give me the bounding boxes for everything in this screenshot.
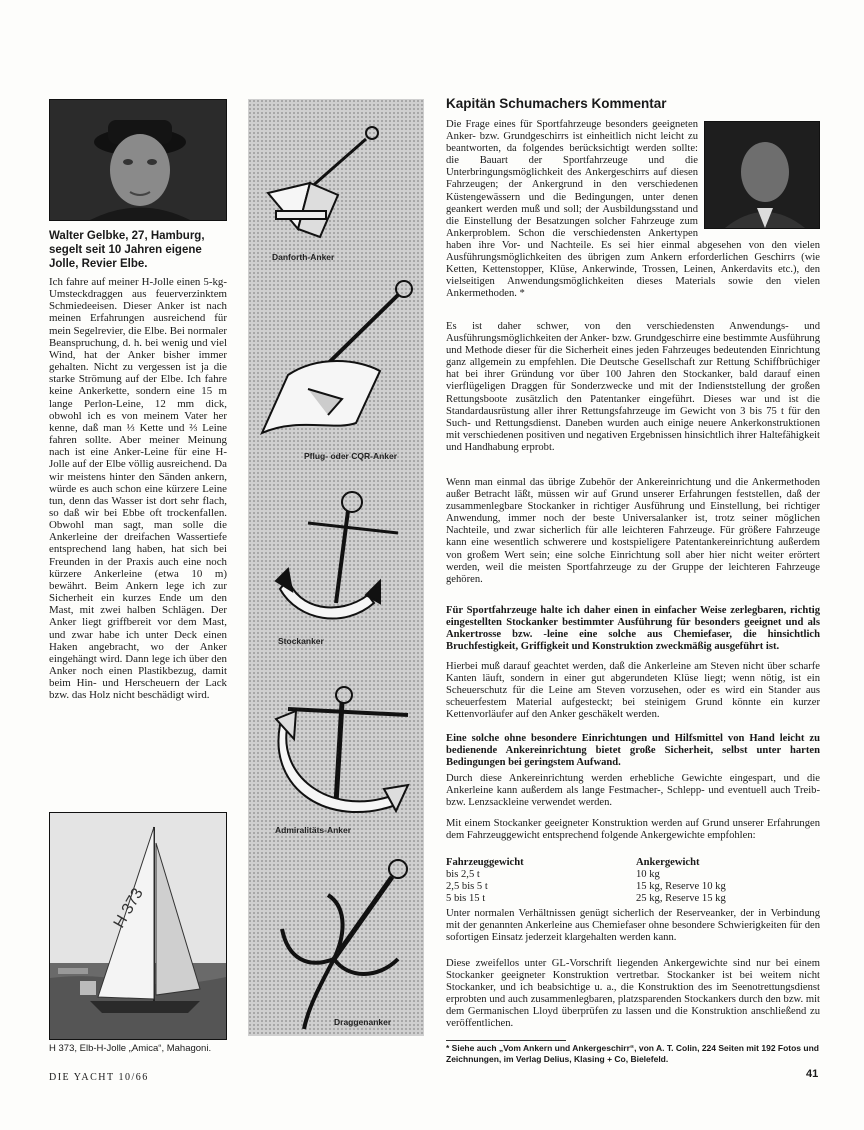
paragraph-7: Durch diese Ankereinrichtung werden erhebliche Gewichte eingespart, und die Ankerleine kann außerdem als lange Festmacher-, Schlepp- und eventuell auch Treib- bzw. Lenzsackleine verwendet werden. — [446, 773, 820, 809]
boat-caption: H 373, Elb-H-Jolle „Amica“, Mahagoni. — [49, 1043, 212, 1054]
paragraph-4-bold: Für Sportfahrzeuge halte ich daher einen in einfacher Weise zerlegbaren, richtig eingestellten Stockanker bestimmter Ausführung für besonders geeignet und als Ankertrosse bzw. -leine eine solche aus Chemiefaser, die hinsichtlich Bruchfestigkeit, Griffigkeit und Konstruktion zweckmäßig ausgeführt ist. — [446, 605, 820, 653]
table-cell: 10 kg — [636, 869, 660, 880]
paragraph-10: Diese zweifellos unter GL-Vorschrift liegenden Ankergewichte sind nur bei einem Stockanker geeigneter Konstruktion vertretbar. Stockanker ist bei weitem nicht Stockanker, und ich beabsichtige u. a., die Konstruktion des im Seenotrettungsdienst erprobten und auch zusammenlegbaren, platzsparenden Stockankers durch den bzw. mit dem Germanischen Lloyd überprüfen zu lassen und die Konstruktion anschließend zu veröffentlichen. — [446, 958, 820, 1030]
admiralty-anchor-icon — [276, 687, 408, 812]
article-title: Kapitän Schumachers Kommentar — [446, 96, 667, 111]
plow-anchor-icon — [262, 281, 412, 433]
paragraph-1-text: Die Frage eines für Sportfahrzeuge besonders geeigneten Anker- bzw. Grundgeschirrs ist einheitlich nicht leicht zu beantworten, da folgendes berücksichtigt werden sollte: die Bauart der Sportfahrzeuge und die Unterbringungsmöglichkeit des Ankergeschirrs auf diesen Fahrzeugen; der Ankergrund in den verschiedenen Küstengewässern und die Bedingungen, unter denen geankert werden muß und soll; der Ausbildungsstand und die Einstellung der Besatzungen solcher Fahrzeuge zum Ankerproblem. Schon die verschiedensten Ankertypen haben ihre Vor- und Nachteile. Es sei hier einmal abgesehen von den vielen Ausführungsmöglichkeiten des übrigen zum Ankern erforderlichen Geschirrs (wie Ketten, Kettenstopper, Klüse, Ankerwinde, Trossen, Leinen, Ankerdavits etc.), den vielseitigen Anwendungsmöglichkeiten dieses Materials sowie den vielen Ankermethoden. * — [446, 119, 820, 300]
footnote: * Siehe auch „Vom Ankern und Ankergeschirr“, von A. T. Colin, 224 Seiten mit 192 Fotos und Zeichnungen, im Verlag Delius, Klasing + Co, Bielefeld. — [446, 1043, 819, 1064]
table-cell: 2,5 bis 5 t — [446, 881, 488, 892]
reader-statement: Ich fahre auf meiner H-Jolle einen 5-kg-Umsteckdraggen aus feuerverzinktem Schmiedeeisen. Dieser Anker ist nach meinen Erfahrungen ausreichend für mein Segelrevier, die Elbe. Bei normaler Beanspruchung, d. h. bei wenig und viel Wind, hat der Anker bisher immer gehalten. Nicht zu vergessen ist ja die starke Strömung auf der Elbe. Ich fahre keine Ankerkette, sondern eine 15 m lange Perlon-Leine, 12 mm dick, obwohl ich es von meinem Vater her kenne, daß man ⅓ Kette und ⅔ Leine fahren sollte. Aber meiner Meinung nach ist eine Anker-Leine für eine H-Jolle auf der Elbe völlig ausreichend. Da wir meistens hinter den Sänden ankern, würde es auch schon eine kürzere Leine tun, denn das Wasser ist dort sehr flach, so daß wir bei Ebbe oft trockenfallen. Obwohl man sagt, man solle die Ankerleine der dreifachen Wassertiefe entsprechend lang haben, hat sich bei Freunden in der Praxis auch eine noch kürzere Ankerleine (etwa 10 m) bewährt. Beim Ankern lege ich zur Sicherheit ein kurzes Ende um den Mast, mit zwei halben Schlägen. Der Anker liegt griffbereit vor dem Mast, und zwar habe ich unter Deck einen Haken angebracht, wo der Anker eingehängt wird. Dann lege ich über den Anker noch einen Plastikbezug, damit beim Hin- und Herscheuern der Lack bzw. das Holz nicht beschädigt wird. — [49, 276, 227, 702]
portrait-photo — [49, 99, 227, 221]
photo-float-space — [698, 119, 820, 229]
table-row — [446, 893, 820, 905]
page-number: 41 — [806, 1068, 819, 1080]
stock-anchor-label: Stockanker — [278, 636, 324, 646]
stock-anchor-icon — [276, 492, 398, 619]
table-cell: 25 kg, Reserve 15 kg — [636, 893, 726, 904]
anchor-drawings — [248, 99, 424, 1036]
paragraph-6-bold: Eine solche ohne besondere Einrichtungen und Hilfsmittel von Hand leicht zu bedienende Ankereinrichtung bietet große Sicherheit, selbst unter harten Bedingungen bei geringstem Aufwand. — [446, 733, 820, 769]
portrait-caption: Walter Gelbke, 27, Hamburg, segelt seit 10 Jahren eigene Jolle, Revier Elbe. — [49, 230, 205, 270]
paragraph-8: Mit einem Stockanker geeigneter Konstruktion werden auf Grund unserer Erfahrungen dem Fahrzeuggewicht entsprechend folgende Ankergewichte empfohlen: — [446, 818, 820, 842]
admiralty-anchor-label: Admiralitäts-Anker — [275, 825, 352, 835]
table-cell: bis 2,5 t — [446, 869, 480, 880]
sail-number: H 373 — [110, 885, 147, 931]
table-row — [446, 869, 820, 881]
grapnel-anchor-label: Draggenanker — [334, 1017, 392, 1027]
table-row — [446, 881, 820, 893]
table-cell: 5 bis 15 t — [446, 893, 486, 904]
paragraph-2: Es ist daher schwer, von den verschiedensten Anwendungs- und Ausführungsmöglichkeiten der Anker- bzw. Grundgeschirre eine bestimmte Ausführung und Methode dieser für die Sicherheit eines jeden Fahrzeuges bedeutenden Einrichtung ganz allgemein zu empfehlen. Die Deutsche Gesellschaft zur Rettung Schiffbrüchiger hat bei ihrer Gründung vor über 100 Jahren den Stockanker, bald darauf einen vierflügeligen Draggen für Sonderzwecke und mit der Indienststellung der großen Rettungsboote zusätzlich den Patentanker eingeführt. Dieses war und ist die Standardausrüstung aller ihrer Rettungsfahrzeuge im Gewicht von 3 bis 75 t für den Such- und Rettungsdienst. Daneben wurden auch einige neuere Ankerkonstruktionen mit verschiedenen positiven und negativen Ergebnissen hinsichtlich ihrer Haltefähigkeit und Handhabung erprobt. — [446, 321, 820, 453]
sailboat-illustration — [50, 813, 226, 1039]
paragraph-3: Wenn man einmal das übrige Zubehör der Ankereinrichtung und die Ankermethoden außer Betracht läßt, müssen wir auf Grund unserer Erfahrungen feststellen, daß der zusammenlegbare Stockanker in richtiger Ausführung und Einstellung, bei richtiger Anwendung, immer noch der beste Universalanker ist, trotz seiner möglichen Nachteile, und zwar sicherlich für alle leichteren Fahrzeuge. Für größere Fahrzeuge kann eine wesentlich schwerere und kostspieligere Patentankereinrichtung außerdem von großem Wert sein; eine solche Einrichtung soll aber hier nicht weiter erörtert werden, weil die meisten Sportfahrzeuge zu der Gruppe der leichteren Fahrzeuge gehören. — [446, 477, 820, 585]
danforth-anchor-icon — [268, 127, 378, 237]
footnote-divider — [446, 1040, 566, 1041]
table-header-vehicle: Fahrzeuggewicht — [446, 857, 524, 868]
grapnel-anchor-icon — [282, 860, 407, 1029]
table-header — [446, 857, 820, 869]
paragraph-9: Unter normalen Verhältnissen genügt sicherlich der Reserveanker, der in Verbindung mit der genannten Ankerleine aus Chemiefaser ohne besondere Schwierigkeiten für den sofortigen Einsatz jederzeit klargehalten werden kann. — [446, 908, 820, 944]
table-header-anchor: Ankergewicht — [636, 857, 700, 868]
plow-anchor-label: Pflug- oder CQR-Anker — [304, 451, 398, 461]
anchor-types-panel — [248, 99, 424, 1036]
paragraph-5: Hierbei muß darauf geachtet werden, daß die Ankerleine am Steven nicht über scharfe Kanten läuft, sondern in einer gut abgerundeten Klüse liegt; wenn nötig, ist ein Scheuerschutz für die Leine am Steven vorzusehen, oder es wird ein Stander aus scheuerfestem Material aufgesteckt; bei steinigem Grund könnte ein kurzer Kettenvorläufer auf den Anker geschäkelt werden. — [446, 661, 820, 721]
journal-footer: DIE YACHT 10/66 — [49, 1072, 149, 1083]
anchor-weight-table — [446, 857, 820, 905]
table-cell: 15 kg, Reserve 10 kg — [636, 881, 726, 892]
paragraph-1 — [446, 119, 820, 300]
sailboat-photo — [49, 812, 227, 1040]
danforth-anchor-label: Danforth-Anker — [272, 252, 335, 262]
portrait-illustration — [50, 100, 226, 220]
